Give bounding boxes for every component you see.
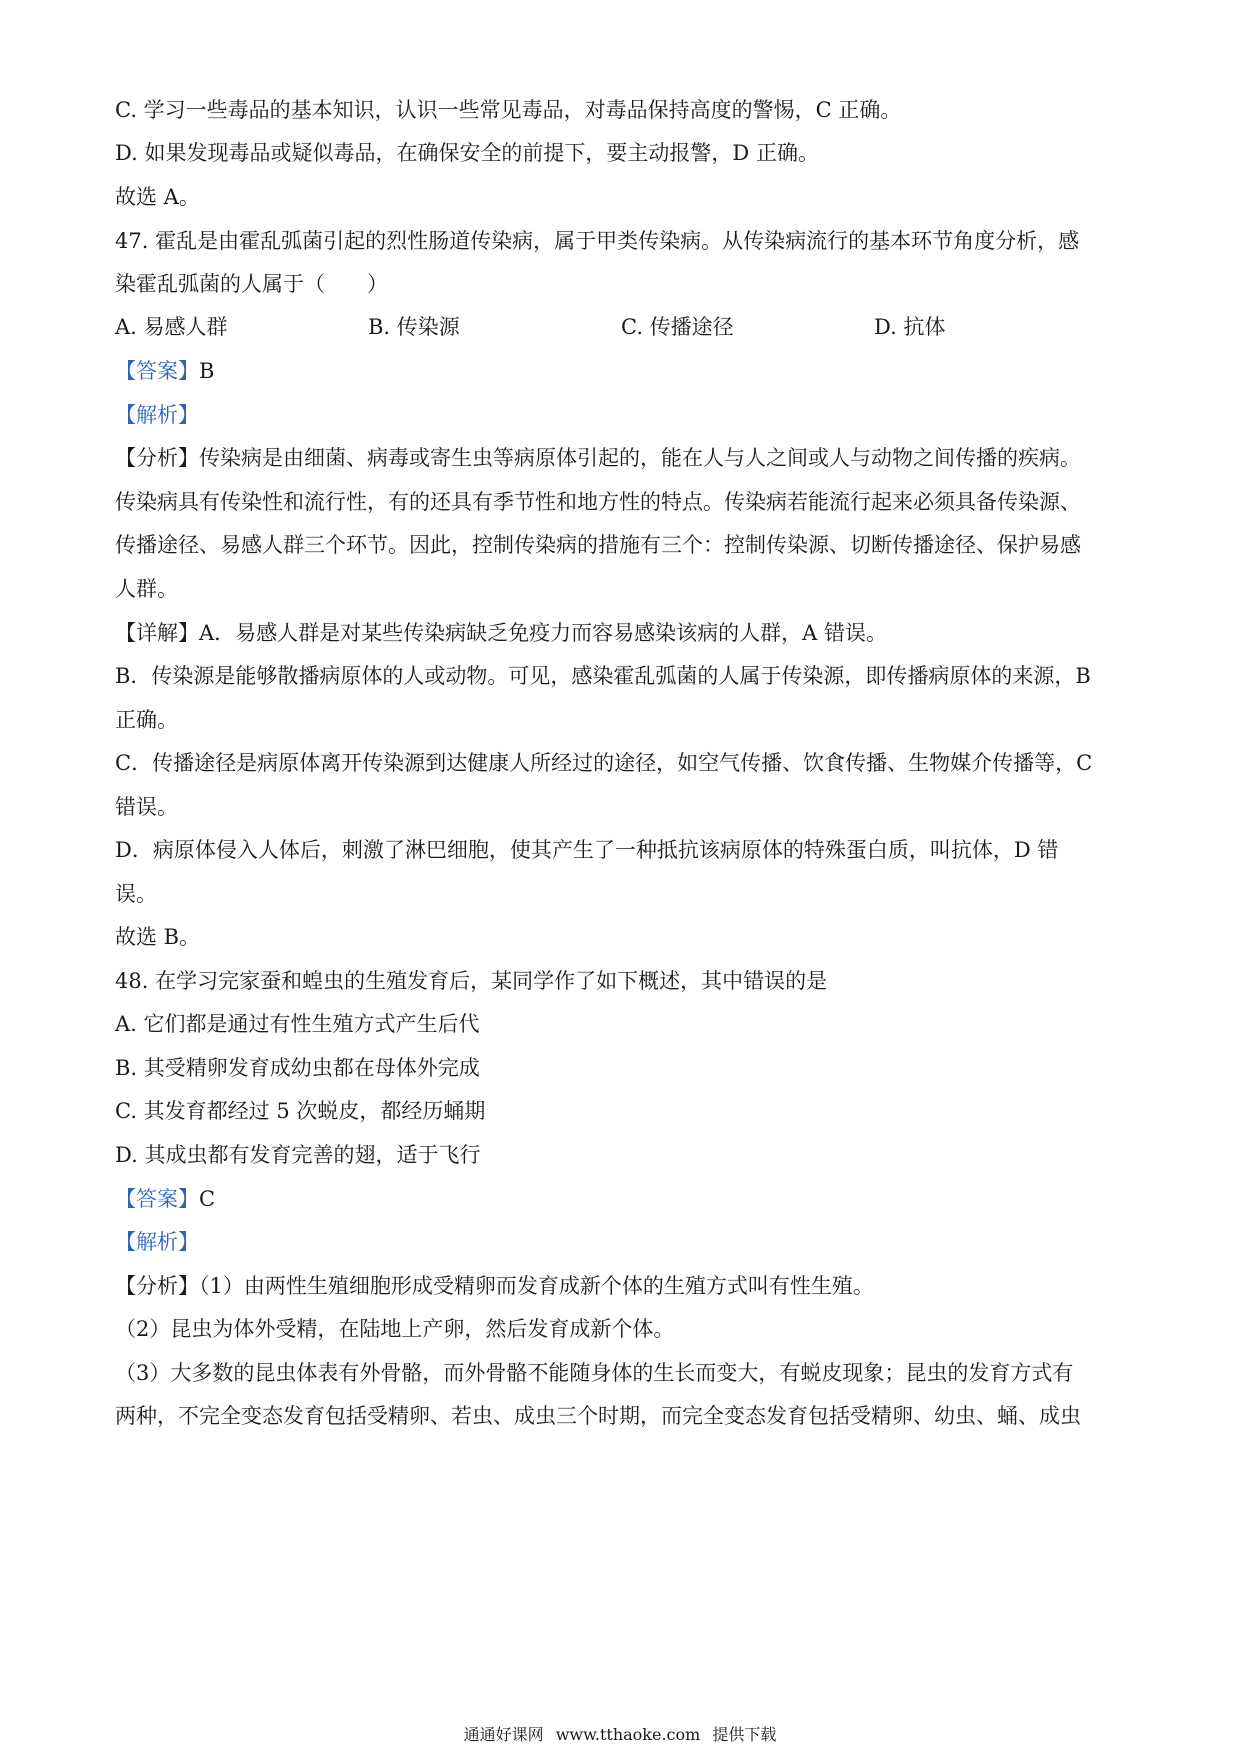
option-b: B. 传染源 <box>368 315 460 339</box>
page-footer <box>0 1724 1240 1746</box>
option-c: C. 传播途径 <box>621 315 734 339</box>
option-d: D. 抗体 <box>874 315 946 339</box>
answer-value: B <box>199 359 215 383</box>
text-line: 误。 <box>115 882 157 906</box>
text-span: 传染病是由细菌、病毒或寄生虫等病原体引起的，能在人与人之间或人与动物之间传播的疾病。 <box>199 446 1081 470</box>
text-line: 传播途径、易感人群三个环节。因此，控制传染病的措施有三个：控制传染源、切断传播途径、保护易感 <box>115 533 1081 557</box>
option-c: C. 其发育都经过 5 次蜕皮，都经历蛹期 <box>115 1099 486 1123</box>
text-line: D. 如果发现毒品或疑似毒品，在确保安全的前提下，要主动报警，D 正确。 <box>115 141 819 165</box>
text-line: 故选 B。 <box>115 925 201 949</box>
question-47-stem: 47. 霍乱是由霍乱弧菌引起的烈性肠道传染病，属于甲类传染病。从传染病流行的基本环节角度分析，感 <box>115 229 1080 253</box>
text-line: C．传播途径是病原体离开传染源到达健康人所经过的途径，如空气传播、饮食传播、生物媒介传播等，C <box>115 751 1093 775</box>
fenxi-tag: 【分析】 <box>115 1274 199 1298</box>
text-line: 人群。 <box>115 577 178 601</box>
option-a: A. 它们都是通过有性生殖方式产生后代 <box>115 1012 480 1036</box>
footer-note: 提供下载 <box>712 1725 777 1744</box>
text-line: 错误。 <box>115 795 178 819</box>
text-line: （3）大多数的昆虫体表有外骨骼，而外骨骼不能随身体的生长而变大，有蜕皮现象；昆虫的发育方式有 <box>115 1361 1074 1385</box>
detail-paragraph <box>115 618 1135 648</box>
text-line: （2）昆虫为体外受精，在陆地上产卵，然后发育成新个体。 <box>115 1317 675 1341</box>
answer-value: C <box>199 1187 216 1211</box>
text-span: A．易感人群是对某些传染病缺乏免疫力而容易感染该病的人群，A 错误。 <box>199 621 888 645</box>
fenxi-tag: 【分析】 <box>115 446 199 470</box>
text-line: 传染病具有传染性和流行性，有的还具有季节性和地方性的特点。传染病若能流行起来必须具备传染源、 <box>115 490 1081 514</box>
analysis-tag: 【解析】 <box>115 403 199 427</box>
text-line: C. 学习一些毒品的基本知识，认识一些常见毒品，对毒品保持高度的警惕，C 正确。 <box>115 98 902 122</box>
question-47-stem-cont: 染霍乱弧菌的人属于（ ） <box>115 272 388 296</box>
option-b: B. 其受精卵发育成幼虫都在母体外完成 <box>115 1056 480 1080</box>
answer-tag: 【答案】 <box>115 359 199 383</box>
text-line: B．传染源是能够散播病原体的人或动物。可见，感染霍乱弧菌的人属于传染源，即传播病原体的来源，B <box>115 664 1091 688</box>
xiangjie-tag: 【详解】 <box>115 621 199 645</box>
text-line: D．病原体侵入人体后，刺激了淋巴细胞，使其产生了一种抵抗该病原体的特殊蛋白质，叫抗体，D 错 <box>115 838 1059 862</box>
text-line: 正确。 <box>115 708 178 732</box>
question-48-stem: 48. 在学习完家蚕和蝗虫的生殖发育后，某同学作了如下概述，其中错误的是 <box>115 969 828 993</box>
answer-tag: 【答案】 <box>115 1187 199 1211</box>
footer-url[interactable]: www.tthaoke.com <box>555 1725 701 1744</box>
answer-line <box>115 1184 1135 1214</box>
answer-line <box>115 356 1135 386</box>
analysis-tag: 【解析】 <box>115 1230 199 1254</box>
analysis-paragraph <box>115 443 1135 473</box>
text-span: （1）由两性生殖细胞形成受精卵而发育成新个体的生殖方式叫有性生殖。 <box>199 1274 874 1298</box>
option-d: D. 其成虫都有发育完善的翅，适于飞行 <box>115 1143 481 1167</box>
text-line: 两种，不完全变态发育包括受精卵、若虫、成虫三个时期，而完全变态发育包括受精卵、幼虫、蛹、成虫 <box>115 1404 1081 1428</box>
analysis-paragraph <box>115 1271 1135 1301</box>
option-a: A. 易感人群 <box>115 315 228 339</box>
text-line: 故选 A。 <box>115 185 200 209</box>
footer-site-name: 通通好课网 <box>463 1725 544 1744</box>
